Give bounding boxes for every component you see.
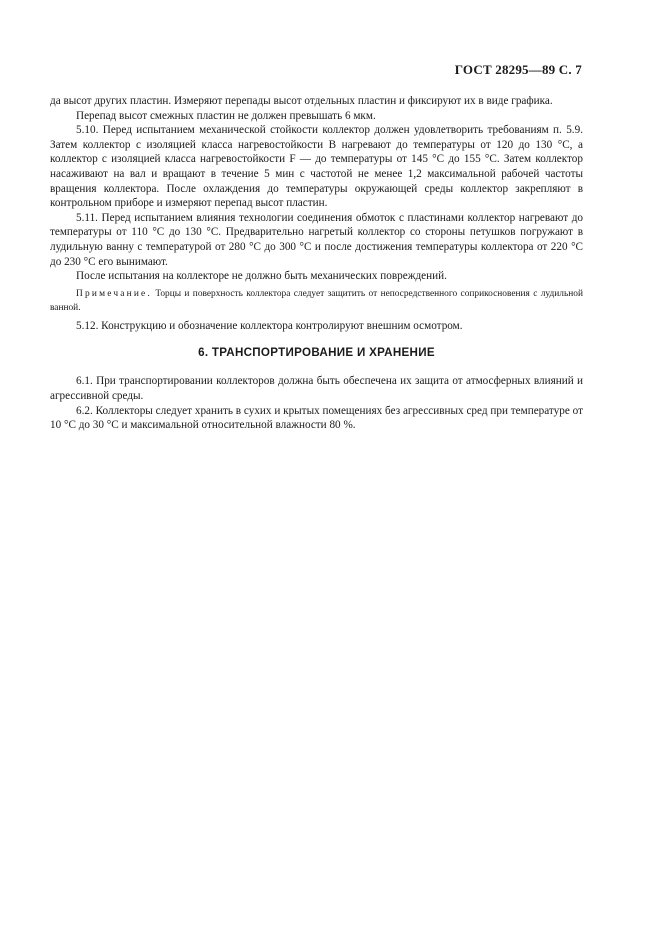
paragraph-height-limit: Перепад высот смежных пластин не должен превышать 6 мкм. <box>76 109 376 122</box>
paragraph-6-2: 6.2. Коллекторы следует хранить в сухих и крытых помещениях без агрессивных сред при температуре от 10 °С до 30 °С и максимальной относительной влажности 80 %. <box>50 404 583 432</box>
note-text: Торцы и поверхность коллектора следует защитить от непосредственного соприкосновения с лудильной ванной. <box>50 288 583 313</box>
paragraph-6-1: 6.1. При транспортировании коллекторов должна быть обеспечена их защита от атмосферных влияний и агрессивной среды. <box>50 375 583 402</box>
section-title-6: 6. ТРАНСПОРТИРОВАНИЕ И ХРАНЕНИЕ <box>198 345 435 359</box>
note <box>50 287 583 315</box>
paragraph-5-11: 5.11. Перед испытанием влияния технологии соединения обмоток с пластинами коллектор нагревают до температуры от 110 °С до 130 °С. Предварительно нагретый коллектор со стороны петушков погружают в лудильную ванну с температурой от 280 °С до 300 °С и после достижения температуры коллектора от 220 °С до 230 °С его вынимают. <box>50 211 583 268</box>
page-header-code: ГОСТ 28295—89 С. 7 <box>454 62 582 77</box>
note-label: Примечание. <box>76 288 152 299</box>
paragraph-continuation: да высот других пластин. Измеряют перепады высот отдельных пластин и фиксируют их в виде графика. <box>50 95 553 107</box>
paragraph-5-12: 5.12. Конструкцию и обозначение коллектора контролируют внешним осмотром. <box>76 320 463 333</box>
document-body <box>50 94 583 433</box>
paragraph-no-damage: После испытания на коллекторе не должно быть механических повреждений. <box>76 270 447 283</box>
paragraph-5-10: 5.10. Перед испытанием механической стойкости коллектор должен удовлетворить требованиям п. 5.9. Затем коллектор с изоляцией класса нагревостойкости В нагревают до температуры от 120 до 130 °С, а коллектор с изоляцией класса нагревостойкости F — до температуры от 145 °С до 155 °С. Затем коллектор насаживают на вал и вращают в течение 5 мин с частотой не менее 1,2 максимальной рабочей частоты вращения коллектора. После охлаждения до температуры окружающей среды коллектор закрепляют в контрольном приборе и измеряют перепад высот пластин. <box>50 124 583 210</box>
